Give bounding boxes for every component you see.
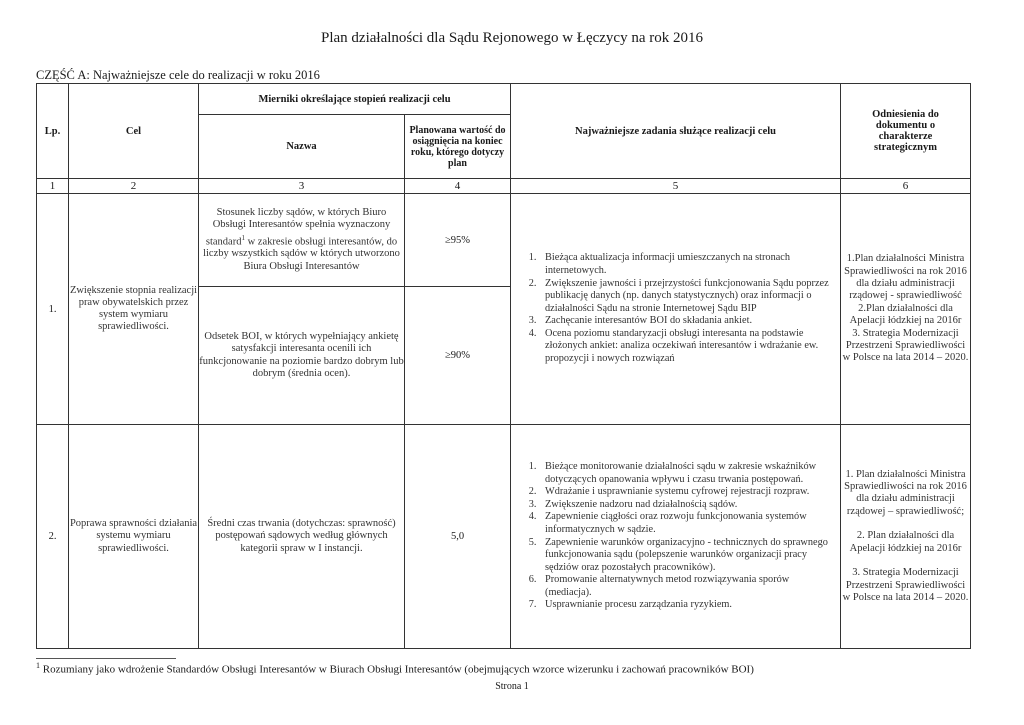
column-number: 6 — [841, 179, 971, 194]
header-planowana: Planowana wartość do osiągnięcia na koniec roku, którego dotyczy plan — [405, 115, 511, 179]
task-item: 6. Promowanie alternatywnych metod rozwiązywania sporów (mediacja). — [539, 574, 834, 599]
header-nazwa: Nazwa — [199, 115, 405, 179]
measure-value: 5,0 — [405, 425, 511, 649]
ref-item: 1. Plan działalności Ministra Sprawiedliwości na rok 2016 dla działu administracji rządowej – sprawiedliwość; — [844, 468, 967, 517]
measure-name-text: Stosunek liczby sądów, w których Biuro Obsługi Interesantów spełnia wyznaczony standard — [205, 207, 391, 248]
goals-table — [36, 83, 971, 649]
footnote-divider — [36, 658, 176, 659]
row-cel: Zwiększenie stopnia realizacji praw obywatelskich przez system wymiaru sprawiedliwości. — [69, 194, 199, 425]
page-number: Strona 1 — [495, 681, 529, 692]
column-number: 1 — [37, 179, 69, 194]
header-mierniki: Mierniki określające stopień realizacji celu — [199, 84, 511, 115]
row-refs — [841, 194, 971, 425]
ref-item: 2.Plan działalności dla Apelacji łódzkiej na 2016r — [849, 302, 962, 327]
task-item: 2. Zwiększenie jawności i przejrzystości funkcjonowania Sądu poprzez publikację danych (np. danych statystycznych) oraz informacji o działalności Sądu na stronie Internetowej Sądu BIP — [539, 278, 834, 316]
task-item: 1. Bieżąca aktualizacja informacji umieszczanych na stronach internetowych. — [539, 252, 834, 277]
task-item: 3. Zachęcanie interesantów BOI do składania ankiet. — [539, 315, 834, 328]
task-item: 4. Ocena poziomu standaryzacji obsługi interesanta na podstawie złożonych ankiet: analiza oczekiwań interesantów i wdrażanie ew. propozycji i nowych rozwiązań — [539, 328, 834, 366]
measure-name — [199, 287, 405, 425]
row-lp: 2. — [37, 425, 69, 649]
header-lp: Lp. — [37, 84, 69, 179]
header-zadania: Najważniejsze zadania służące realizacji celu — [511, 84, 841, 179]
measure-name-text: Odsetek BOI, w których wypełniający ankietę satysfakcji interesanta ocenili ich funkcjonowanie na poziomie bardzo dobrym lub dobrym (średnia ocen). — [199, 331, 404, 379]
row-refs — [841, 425, 971, 649]
column-number: 4 — [405, 179, 511, 194]
ref-item: 2. Plan działalności dla Apelacji łódzkiej na 2016r — [849, 530, 962, 554]
task-item: 5. Zapewnienie warunków organizacyjno - technicznych do sprawnego funkcjonowania sądu (polepszenie warunków organizacji pracy sędziów oraz pozostałych pracowników). — [539, 537, 834, 575]
table-row — [37, 194, 971, 287]
task-item: 7. Usprawnianie procesu zarządzania ryzykiem. — [539, 599, 834, 612]
task-item: 3. Zwiększenie nadzoru nad działalnością sądów. — [539, 499, 834, 512]
ref-item: 1.Plan działalności Ministra Sprawiedliwości na rok 2016 dla działu administracji rządowej - sprawiedliwość — [844, 253, 967, 302]
footnote-marker: 1 — [36, 661, 40, 670]
measure-name — [199, 425, 405, 649]
task-item: 1. Bieżące monitorowanie działalności sądu w zakresie wskaźników dotyczących opanowania wpływu i czasu trwania postępowań. — [539, 461, 834, 486]
task-item: 2. Wdrażanie i usprawnianie systemu cyfrowej rejestracji rozpraw. — [539, 486, 834, 499]
measure-name-text: Średni czas trwania (dotychczas: sprawność) postępowań sądowych według głównych kategorii spraw w I instancji. — [207, 518, 396, 554]
footnote — [36, 661, 754, 676]
task-item: 4. Zapewnienie ciągłości oraz rozwoju funkcjonowania systemów informatycznych w sądzie. — [539, 511, 834, 536]
footnote-ref: 1 — [241, 233, 245, 242]
footnote-text: Rozumiany jako wdrożenie Standardów Obsługi Interesantów w Biurach Obsługi Interesantów (obejmujących wzorce wizerunku i zachowań pracowników BOI) — [40, 663, 754, 676]
measure-name — [199, 194, 405, 287]
row-tasks — [511, 425, 841, 649]
table-row — [37, 425, 971, 649]
column-number: 2 — [69, 179, 199, 194]
header-odniesienia: Odniesienia do dokumentu o charakterze strategicznym — [841, 84, 971, 179]
row-lp: 1. — [37, 194, 69, 425]
measure-value: ≥95% — [405, 194, 511, 287]
row-tasks — [511, 194, 841, 425]
column-number: 3 — [199, 179, 405, 194]
measure-name-text: w zakresie obsługi interesantów, do liczby wszystkich sądów w których utworzono Biura Obsługi Interesantów — [203, 236, 400, 272]
section-title: CZĘŚĆ A: Najważniejsze cele do realizacji w roku 2016 — [36, 68, 320, 82]
row-cel: Poprawa sprawności działania systemu wymiaru sprawiedliwości. — [69, 425, 199, 649]
column-numbers-row — [37, 179, 971, 194]
document-title: Plan działalności dla Sądu Rejonowego w Łęczycy na rok 2016 — [321, 30, 703, 46]
column-number: 5 — [511, 179, 841, 194]
ref-item: 3. Strategia Modernizacji Przestrzeni Sprawiedliwości w Polsce na lata 2014 – 2020. — [842, 567, 969, 603]
measure-value: ≥90% — [405, 287, 511, 425]
ref-item: 3. Strategia Modernizacji Przestrzeni Sprawiedliwości w Polsce na lata 2014 – 2020. — [842, 327, 969, 364]
header-cel: Cel — [69, 84, 199, 179]
